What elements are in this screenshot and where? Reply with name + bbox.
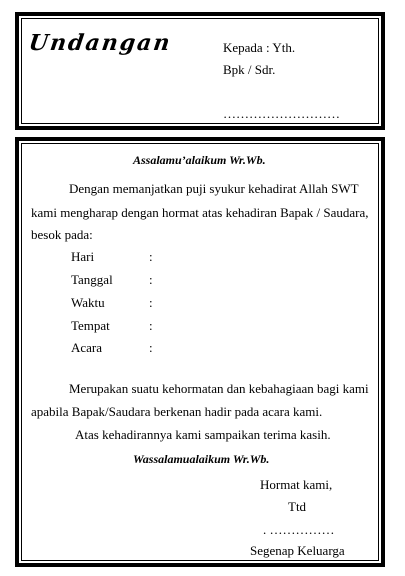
detail-colon: : (149, 272, 153, 287)
intro-line-3: besok pada: (31, 227, 93, 242)
intro-line-2: kami mengharap dengan hormat atas kehadiran Bapak / Saudara, (31, 205, 369, 220)
regards: Hormat kami, (260, 477, 333, 492)
detail-label-tanggal: Tanggal (71, 272, 113, 287)
thanks-line: Atas kehadirannya kami sampaikan terima kasih. (75, 427, 331, 442)
recipient-to-line: Kepada : Yth. (223, 40, 296, 55)
closing-line-1: Merupakan suatu kehormatan dan kebahagiaan bagi kami (69, 381, 369, 396)
recipient-dots: ……………………… (223, 106, 340, 121)
detail-colon: : (149, 295, 153, 310)
letter-card (15, 137, 385, 567)
detail-colon: : (149, 249, 153, 264)
detail-label-acara: Acara (71, 340, 103, 355)
closing-salam: Wassalamualaikum Wr.Wb. (133, 452, 270, 466)
detail-label-waktu: Waktu (71, 295, 105, 310)
signer: Segenap Keluarga (250, 543, 345, 558)
envelope-card (15, 12, 385, 130)
detail-label-tempat: Tempat (71, 318, 110, 333)
envelope-title: Undangan (27, 30, 174, 56)
ttd: Ttd (288, 499, 307, 514)
detail-colon: : (149, 318, 153, 333)
greeting: Assalamu’alaikum Wr.Wb. (133, 153, 266, 167)
intro-line-1: Dengan memanjatkan puji syukur kehadirat Allah SWT (69, 181, 359, 196)
signature-dots: . …………… (263, 522, 335, 537)
detail-label-hari: Hari (71, 249, 95, 264)
closing-line-2: apabila Bapak/Saudara berkenan hadir pada acara kami. (31, 404, 323, 419)
detail-colon: : (149, 340, 153, 355)
recipient-addressee-line: Bpk / Sdr. (223, 62, 276, 77)
